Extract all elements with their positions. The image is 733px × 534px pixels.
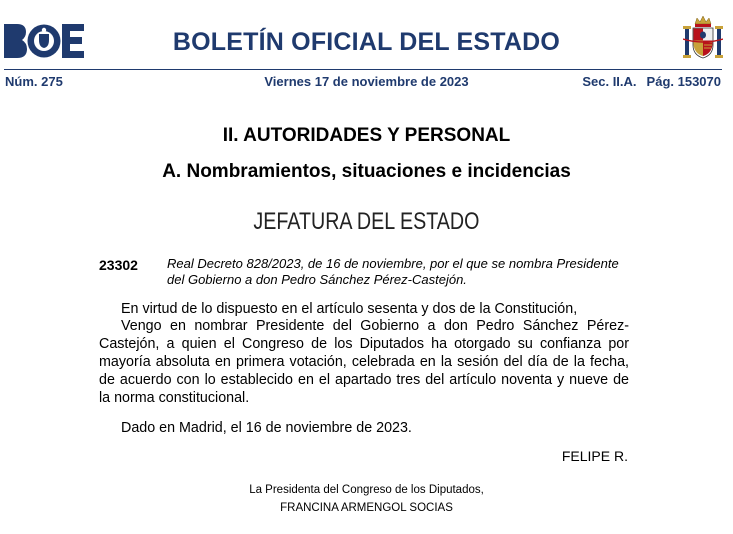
section-label: Sec. II.A.	[582, 74, 637, 89]
page-label: Pág. 153070	[646, 74, 721, 89]
subsection-title: A. Nombramientos, situaciones e incidencias	[162, 161, 571, 182]
issuing-authority: JEFATURA DEL ESTADO	[253, 208, 480, 235]
header-rule	[4, 69, 722, 70]
paragraph-text: Vengo en nombrar Presidente del Gobierno a don Pedro Sánchez Pérez-Castejón, a quien el Congreso de los Diputados ha otorgado su confianza por mayoría absoluta en primera votación, celebrada en la sesión del día de la fecha, de acuerdo con lo establecido en el apartado tres del artículo noventa y nueve de la norma constitucional.	[99, 318, 629, 406]
coat-of-arms-icon	[683, 15, 723, 61]
section-title: II. AUTORIDADES Y PERSONAL	[222, 125, 511, 146]
gazette-title: BOLETÍN OFICIAL DEL ESTADO	[172, 28, 561, 56]
document-number: 23302	[99, 257, 138, 273]
paragraph-preamble	[99, 300, 629, 318]
issue-date: Viernes 17 de noviembre de 2023	[264, 74, 469, 89]
document-summary: Real Decreto 828/2023, de 16 de noviembre, por el que se nombra Presidente del Gobierno a don Pedro Sánchez Pérez-Castejón.	[167, 256, 619, 287]
paragraph-text: Dado en Madrid, el 16 de noviembre de 2023.	[121, 420, 412, 436]
paragraph-text: En virtud de lo dispuesto en el artículo sesenta y dos de la Constitución,	[121, 301, 578, 317]
paragraph-decree	[99, 317, 629, 407]
signature-king: FELIPE R.	[561, 448, 628, 464]
countersign-role: La Presidenta del Congreso de los Diputados,	[249, 484, 484, 496]
countersign-name: FRANCINA ARMENGOL SOCIAS	[280, 502, 453, 514]
issue-number: Núm. 275	[5, 74, 63, 89]
paragraph-given	[99, 419, 629, 437]
section-page	[582, 74, 721, 89]
